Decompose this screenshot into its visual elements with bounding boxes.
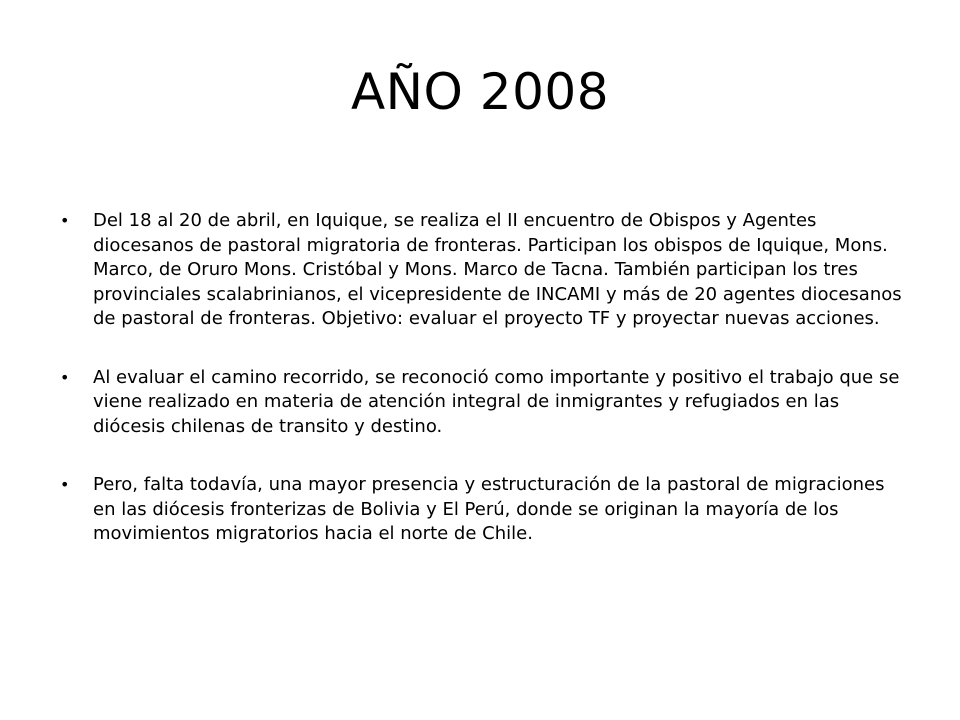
bullet-text: Del 18 al 20 de abril, en Iquique, se realiza el II encuentro de Obispos y Agentes diocesanos de pastoral migratoria de fronteras. Participan los obispos de Iquique, Mons. Marco, de Oruro Mons. Cristóbal y Mons. Marco de Tacna. También participan los tres provinciales scalabrinianos, el vicepresidente de INCAMI y más de 20 agentes diocesanos de pastoral de fronteras. Objetivo: evaluar el proyecto TF y proyectar nuevas acciones. — [93, 210, 902, 329]
bullet-dot-icon: • — [60, 475, 70, 494]
bullet-dot-icon: • — [60, 367, 70, 387]
bullet-list — [60, 209, 910, 547]
bullet-text: Al evaluar el camino recorrido, se reconoció como importante y positivo el trabajo que se viene realizado en materia de atención integral de inmigrantes y refugiados en las diócesis chilenas de transito y destino. — [93, 366, 900, 437]
slide-title: AÑO 2008 — [350, 63, 610, 121]
bullet-item — [60, 209, 910, 332]
bullet-dot-icon: • — [60, 211, 70, 230]
bullet-item — [60, 473, 910, 547]
bullet-item — [60, 366, 910, 440]
bullet-text: Pero, falta todavía, una mayor presencia y estructuración de la pastoral de migraciones en las diócesis fronterizas de Bolivia y El Perú, donde se originan la mayoría de los movimientos migratorios hacia el norte de Chile. — [93, 474, 885, 544]
